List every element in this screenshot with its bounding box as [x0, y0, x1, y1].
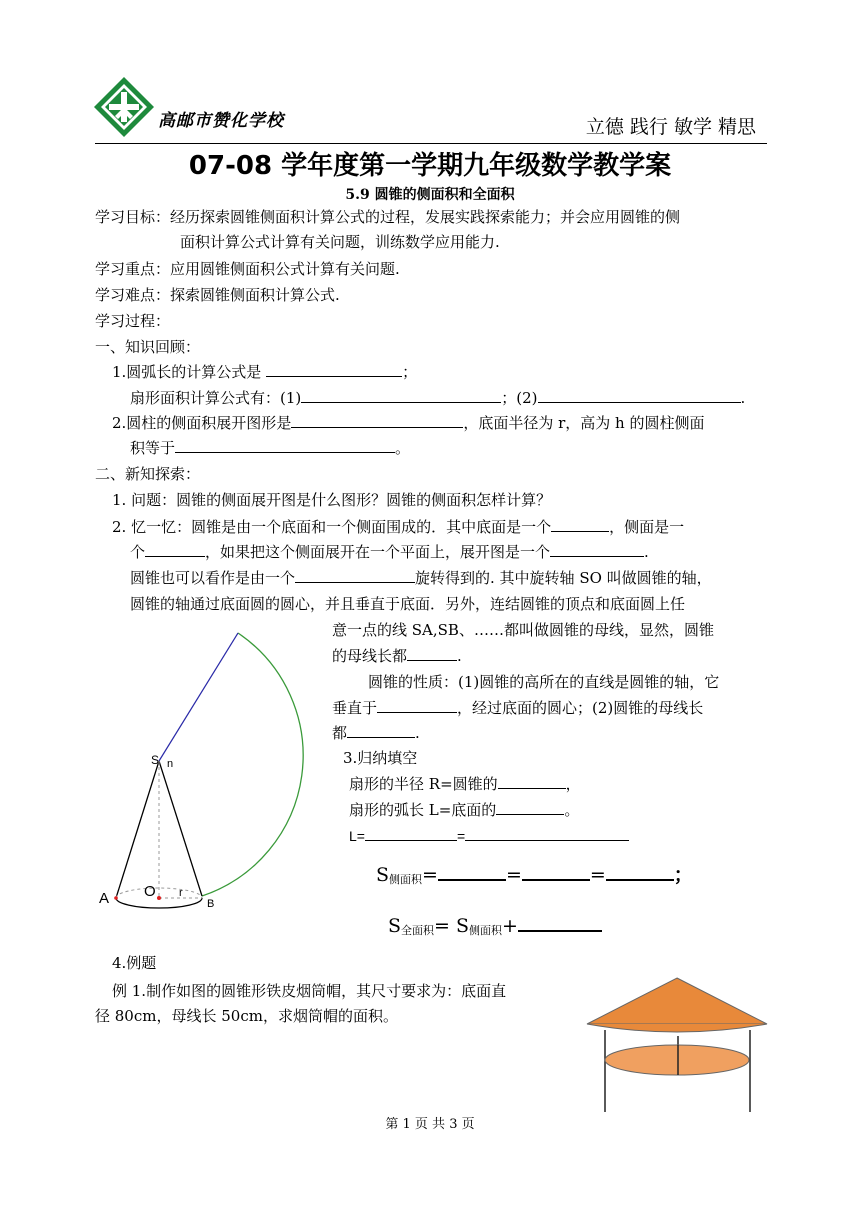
explore-q2a-end: ，侧面是一 [609, 518, 685, 536]
label-a: A [99, 890, 110, 907]
equals-sign: = [505, 864, 522, 886]
answer-blank[interactable] [407, 645, 457, 661]
explore-q2b-mid: ，如果把这个侧面展开在一个平面上，展开图是一个 [205, 543, 551, 561]
answer-blank[interactable] [266, 361, 402, 377]
summary-2-text: 扇形的弧长 L=底面的 [349, 801, 497, 819]
explore-question-1: 1. 问题：圆锥的侧面展开图是什么图形？圆锥的侧面积怎样计算？ [112, 491, 552, 509]
answer-blank[interactable] [377, 697, 457, 713]
cone-property-1: 圆锥的性质：(1)圆锥的高所在的直线是圆锥的轴，它 [368, 673, 720, 691]
label-b: B [207, 898, 215, 910]
answer-blank[interactable] [522, 861, 590, 881]
school-name: 高邮市赞化学校 [158, 111, 284, 131]
explore-question-2f [332, 645, 462, 667]
page-footer: 第 1 页 共 3 页 [385, 1117, 475, 1132]
cone-sector-diagram [90, 628, 330, 918]
summary-3-l: L= [349, 828, 365, 844]
summary-line-3 [349, 825, 629, 847]
review-q1b-text: 扇形面积计算公式有：(1) [130, 389, 302, 407]
answer-blank[interactable] [465, 825, 629, 841]
cap-rim [587, 1024, 767, 1032]
review-heading: 一、知识回顾： [95, 338, 201, 356]
point-a [114, 896, 118, 900]
s-symbol: S [456, 915, 470, 937]
summary-heading: 3.归纳填空 [343, 749, 418, 767]
answer-blank[interactable] [347, 722, 415, 738]
school-logo [93, 76, 155, 138]
cone-prop3-end: . [415, 724, 420, 742]
explore-q2a-text: 2. 忆一忆：圆锥是由一个底面和一个侧面围成的．其中底面是一个 [112, 518, 552, 536]
summary-1-end: ， [565, 775, 581, 793]
cap-base-disc [605, 1045, 749, 1075]
example-heading: 4.例题 [112, 954, 157, 972]
review-q2b-end: 。 [395, 439, 411, 457]
label-r: r [179, 887, 183, 899]
review-question-1 [112, 361, 417, 383]
label-n: n [167, 758, 174, 770]
cone-prop2-text: 垂直于 [332, 699, 378, 717]
answer-blank[interactable] [295, 567, 415, 583]
summary-3-eq: = [456, 828, 466, 844]
review-q1b-mid: ；(2) [501, 389, 538, 407]
review-q1-text: 1.圆弧长的计算公式是 [112, 363, 267, 381]
learning-process-label: 学习过程： [95, 312, 171, 330]
review-q2-mid: ，底面半径为 r，高为 h 的圆柱侧面 [463, 414, 705, 432]
explore-q2b-text: 个 [130, 543, 146, 561]
header-rule [95, 143, 767, 144]
s-symbol: S [376, 864, 390, 886]
cone-slant-sb [159, 761, 202, 896]
plus-sign: + [502, 915, 518, 937]
answer-blank[interactable] [365, 825, 457, 841]
answer-blank[interactable] [551, 516, 609, 532]
lateral-area-formula [376, 860, 693, 887]
explore-question-2e: 意一点的线 SA,SB、……都叫做圆锥的母线，显然，圆锥 [332, 621, 714, 639]
chimney-cap-illustration [585, 972, 775, 1117]
cone-property-3 [332, 722, 420, 744]
answer-blank[interactable] [175, 437, 395, 453]
explore-question-2c [130, 567, 712, 589]
explore-heading: 二、新知探索： [95, 465, 201, 483]
summary-2-end: 。 [564, 801, 580, 819]
explore-q2c-end: 旋转得到的. 其中旋转轴 SO 叫做圆锥的轴， [415, 569, 712, 587]
cap-cone [587, 978, 767, 1024]
answer-blank[interactable] [538, 387, 741, 403]
review-question-2 [112, 412, 704, 434]
cone-prop3-text: 都 [332, 724, 348, 742]
answer-blank[interactable] [438, 861, 506, 881]
difficulty-point: 学习难点：探索圆锥侧面积计算公式. [95, 286, 340, 304]
explore-q2b-end: . [644, 543, 649, 561]
explore-q2c-text: 圆锥也可以看作是由一个 [130, 569, 296, 587]
answer-blank[interactable] [518, 912, 602, 932]
s-symbol: S [388, 915, 402, 937]
equals-sign: = [434, 915, 456, 937]
school-logo-icon [93, 76, 155, 138]
explore-question-2d: 圆锥的轴通过底面圆的圆心，并且垂直于底面．另外，连结圆锥的顶点和底面圆上任 [130, 595, 686, 613]
formula-semicolon: ； [673, 864, 693, 886]
explore-question-2b [130, 541, 649, 563]
key-point: 学习重点：应用圆锥侧面积公式计算有关问题. [95, 260, 400, 278]
s-side-subscript: 侧面积 [389, 873, 423, 886]
answer-blank[interactable] [498, 773, 566, 789]
example-1-line-2: 径 80cm，母线长 50cm，求烟筒帽的面积。 [95, 1007, 398, 1025]
equals-sign: = [589, 864, 606, 886]
example-1-line-1: 例 1.制作如图的圆锥形铁皮烟筒帽，其尺寸要求为：底面直 [112, 982, 507, 1000]
lesson-title: 5.9 圆锥的侧面积和全面积 [345, 187, 515, 203]
review-q1b-end: . [740, 389, 746, 407]
explore-q2f-text: 的母线长都 [332, 647, 408, 665]
summary-line-1 [349, 773, 581, 795]
answer-blank[interactable] [606, 861, 674, 881]
cone-slant-sa [116, 761, 159, 898]
summary-line-2 [349, 799, 579, 821]
answer-blank[interactable] [550, 541, 644, 557]
review-q2-text: 2.圆柱的侧面积展开图形是 [112, 414, 292, 432]
page-title: 07-08 学年度第一学期九年级数学教学案 [188, 151, 672, 181]
answer-blank[interactable] [301, 387, 501, 403]
explore-q2f-end: . [457, 647, 462, 665]
school-motto: 立德 践行 敏学 精思 [585, 116, 756, 138]
learning-goal-line2: 面积计算公式计算有关问题，训练数学应用能力. [180, 233, 500, 251]
s-total-subscript: 全面积 [401, 924, 435, 937]
learning-goal-line1: 学习目标：经历探索圆锥侧面积计算公式的过程，发展实践探索能力；并会应用圆锥的侧 [95, 208, 681, 226]
review-q1-end: ； [402, 363, 418, 381]
review-question-1b [130, 387, 745, 409]
sector-arc [202, 633, 303, 896]
answer-blank[interactable] [496, 799, 564, 815]
cone-property-2 [332, 697, 703, 719]
point-o [157, 896, 161, 900]
explore-question-2 [112, 516, 684, 538]
answer-blank[interactable] [291, 412, 463, 428]
cone-prop2-end: ，经过底面的圆心；(2)圆锥的母线长 [457, 699, 704, 717]
equals-sign: = [422, 864, 438, 886]
review-question-2b [130, 437, 410, 459]
label-o: O [144, 883, 156, 900]
answer-blank[interactable] [145, 541, 205, 557]
review-q2b-text: 积等于 [130, 439, 176, 457]
s-side-subscript: 侧面积 [469, 924, 503, 937]
summary-1-text: 扇形的半径 R=圆锥的 [349, 775, 498, 793]
sector-radius-line [159, 633, 238, 761]
label-s: S [151, 753, 160, 767]
total-area-formula [388, 912, 602, 938]
